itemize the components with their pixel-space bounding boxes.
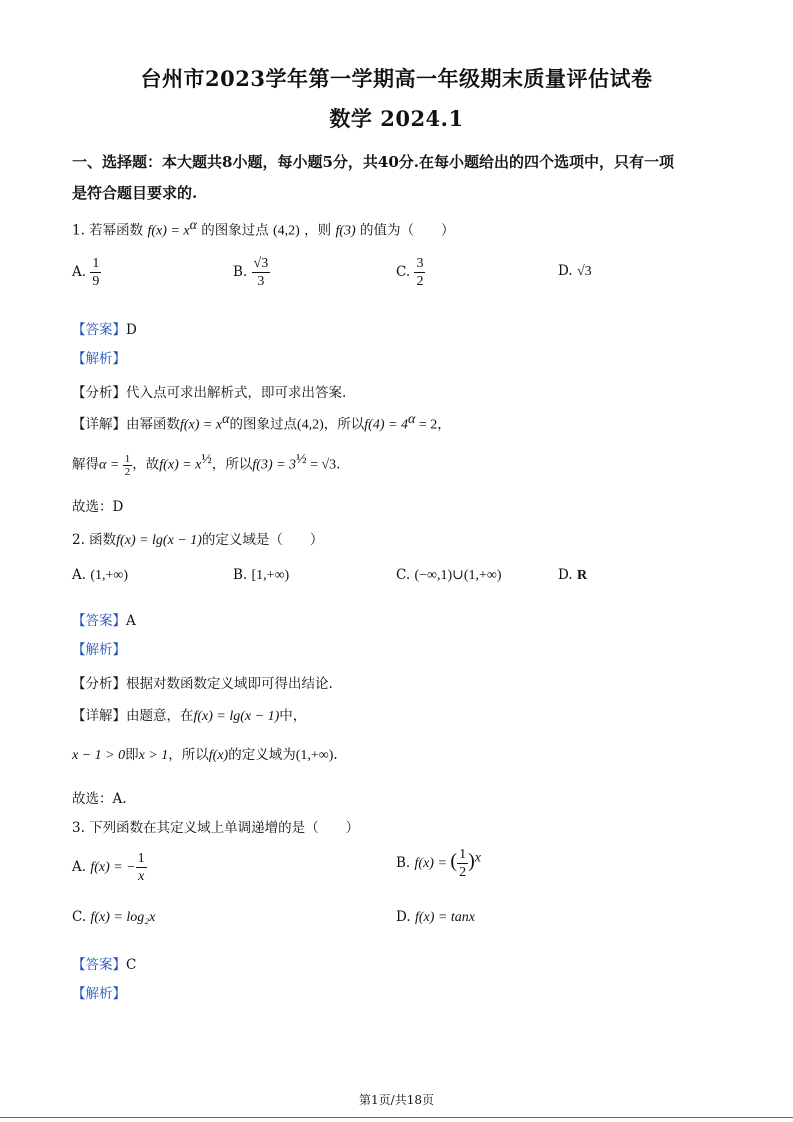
q2-option-c-label: C. xyxy=(396,567,411,583)
q1-answer xyxy=(72,318,137,338)
q2-step-e: f(x) xyxy=(208,748,229,763)
q2-step-c: x > 1 xyxy=(138,748,169,763)
q1-option-c xyxy=(396,255,425,290)
q2-detail-tag: 【详解】 xyxy=(72,708,126,724)
q2-suffix: 的定义域是（ ） xyxy=(201,532,324,548)
q2-step-d: ，所以 xyxy=(168,747,209,763)
q2-detail-func: f(x) = lg(x − 1) xyxy=(193,709,280,724)
q2-detail xyxy=(72,704,306,725)
q1-option-d xyxy=(558,263,592,280)
q1-solve-c: ，所以 xyxy=(211,456,253,473)
q2-analysis-tag: 【解析】 xyxy=(72,642,126,658)
q1-option-b-den: 3 xyxy=(257,274,265,289)
q1-solve-num: 1 xyxy=(124,452,131,465)
q1-solve-a: 解得 xyxy=(72,456,99,473)
q1-option-a-num: 1 xyxy=(92,256,100,271)
q1-answer-value: D xyxy=(126,322,137,338)
q3-option-b: B. f(x) = ( $\frac{1}{2}$ )$^x$ xyxy=(396,847,481,880)
q1-option-c-den: 2 xyxy=(416,274,424,289)
q2-fenxi-text: 根据对数函数定义域即可得出结论. xyxy=(126,676,333,692)
q3-option-b-func: f(x) = xyxy=(414,856,451,871)
q1-detail xyxy=(72,412,451,434)
q1-func: f(x) = x xyxy=(147,223,190,239)
page-subtitle: 数学 2024.1 xyxy=(329,106,464,131)
q1-option-c-label: C. xyxy=(396,264,411,280)
q2-step-a: x − 1 > 0 xyxy=(72,748,126,763)
q1-fenxi-tag: 【分析】 xyxy=(72,385,126,401)
q3-option-b-exp: x xyxy=(474,850,481,866)
q2-step-b: 即 xyxy=(125,747,139,763)
q2-option-b-label: B. xyxy=(233,567,248,583)
q2-answer-tag: 【答案】 xyxy=(72,613,126,629)
q1-solve-eq2: = √3 xyxy=(306,457,337,473)
q3-option-b-label: B. xyxy=(396,855,411,871)
q1-solve-b: ，故 xyxy=(132,456,160,473)
q3-option-a-label: A. xyxy=(72,859,87,875)
q1-solve-exp2: ½ xyxy=(296,452,307,467)
q3-option-c-label: C. xyxy=(72,909,87,925)
page-number: 第1页/共18页 xyxy=(359,1093,434,1107)
q1-detail-c: ，所以 xyxy=(323,416,365,433)
q1-solve-d: . xyxy=(336,456,341,473)
q2-option-c-value: (−∞,1)∪(1,+∞) xyxy=(414,568,502,583)
q1-detail-eq2: = 2 xyxy=(415,417,438,433)
q1-option-b-label: B. xyxy=(233,264,248,280)
q1-solve xyxy=(72,452,340,478)
footer-divider xyxy=(0,1117,793,1118)
q3-option-d xyxy=(396,909,475,926)
q3-answer xyxy=(72,953,136,973)
q3-option-a-func: f(x) = − xyxy=(90,860,136,875)
page-title: 台州市2023学年第一学期高一年级期末质量评估试卷 xyxy=(140,66,653,91)
q1-detail-exp: α xyxy=(222,412,230,427)
q3-answer-tag: 【答案】 xyxy=(72,957,126,973)
q1-solve-exp: ½ xyxy=(201,452,212,467)
q3-analysis-tag: 【解析】 xyxy=(72,986,126,1002)
q1-analysis-tag: 【解析】 xyxy=(72,351,126,367)
q3-answer-value: C xyxy=(126,957,137,973)
q1-solve-func: f(x) = x xyxy=(159,457,202,473)
q3-option-a-num: 1 xyxy=(137,851,145,866)
q1-mid2: ，则 xyxy=(304,222,332,239)
q2-option-d xyxy=(558,567,587,584)
q2-step-f: 的定义域为 xyxy=(228,747,296,763)
q1-detail-d: ， xyxy=(437,416,451,433)
q1-option-b xyxy=(233,255,270,290)
q3-option-a-den: x xyxy=(138,869,145,884)
q3-option-d-label: D. xyxy=(396,909,411,925)
q1-option-a-den: 9 xyxy=(92,274,100,289)
q1-detail-tag: 【详解】 xyxy=(72,416,126,433)
q2-choice: 故选：A. xyxy=(72,791,127,807)
q1-solve-den: 2 xyxy=(124,465,131,478)
section-heading-line1: 一、选择题：本大题共8小题，每小题5分，共40分.在每小题给出的四个选项中，只有一项 xyxy=(72,153,674,171)
q2-step xyxy=(72,743,338,764)
q1-prefix: 1. 若幂函数 xyxy=(72,222,144,239)
q1-choice: 故选：D xyxy=(72,499,124,515)
q2-func: f(x) = lg(x − 1) xyxy=(116,533,202,548)
q1-option-d-label: D. xyxy=(558,263,573,279)
q1-option-d-value: √3 xyxy=(576,264,592,279)
q3-option-c xyxy=(72,909,155,926)
q2-prefix: 2. 函数 xyxy=(72,532,117,548)
q1-detail-b: 的图象过点 xyxy=(229,416,297,433)
q2-option-d-value: R xyxy=(576,568,588,583)
q2-answer-value: A xyxy=(126,613,136,629)
q3-option-a xyxy=(72,850,147,885)
q1-option-b-num: √3 xyxy=(253,256,269,271)
q1-mid: 的图象过点 xyxy=(201,222,269,239)
q2-option-c xyxy=(396,567,502,584)
q2-detail-b: 中， xyxy=(279,708,307,724)
q1-val: f(3) xyxy=(335,223,356,239)
q1-point: (4,2) xyxy=(273,223,300,239)
q1-option-a-label: A. xyxy=(72,264,87,280)
q1-exp: α xyxy=(189,218,197,233)
q2-option-b xyxy=(233,567,289,584)
q1-option-a xyxy=(72,255,101,290)
q1-suffix: 的值为（ ） xyxy=(359,222,455,239)
q1-detail-a: 由幂函数 xyxy=(126,416,180,433)
q1-answer-tag: 【答案】 xyxy=(72,322,126,338)
q1-detail-exp2: α xyxy=(407,412,416,427)
q2-option-a-label: A. xyxy=(72,567,87,583)
question-3-stem: 3. 下列函数在其定义域上单调递增的是（ ） xyxy=(72,820,360,836)
q3-option-c-value: f(x) = log₂x xyxy=(90,910,156,925)
q2-fenxi-tag: 【分析】 xyxy=(72,676,126,692)
q3-option-b-num: 1 xyxy=(459,847,467,862)
q2-step-g: (1,+∞) xyxy=(295,748,334,763)
q2-answer xyxy=(72,609,136,629)
q2-detail-a: 由题意，在 xyxy=(126,708,194,724)
q2-fenxi xyxy=(72,672,333,692)
q2-step-h: . xyxy=(333,747,338,763)
q3-option-d-value: f(x) = tanx xyxy=(414,910,475,925)
section-heading-line2: 是符合题目要求的. xyxy=(72,184,198,202)
q1-option-c-num: 3 xyxy=(416,256,424,271)
q1-detail-func: f(x) = x xyxy=(180,417,223,433)
question-2-stem xyxy=(72,528,323,549)
q1-detail-eq: f(4) = 4 xyxy=(364,417,408,433)
q3-option-b-den: 2 xyxy=(459,865,467,880)
q1-fenxi-text: 代入点可求出解析式，即可求出答案. xyxy=(126,385,347,401)
question-1-stem xyxy=(72,218,454,240)
q2-option-b-value: [1,+∞) xyxy=(251,568,290,583)
q1-solve-eq: f(3) = 3 xyxy=(252,457,297,473)
q1-detail-point: (4,2) xyxy=(296,417,324,433)
q2-option-a-value: (1,+∞) xyxy=(90,568,129,583)
q2-option-d-label: D. xyxy=(558,567,573,583)
q1-fenxi xyxy=(72,381,346,401)
q2-option-a xyxy=(72,567,128,584)
q1-solve-alpha: α = xyxy=(99,457,123,473)
